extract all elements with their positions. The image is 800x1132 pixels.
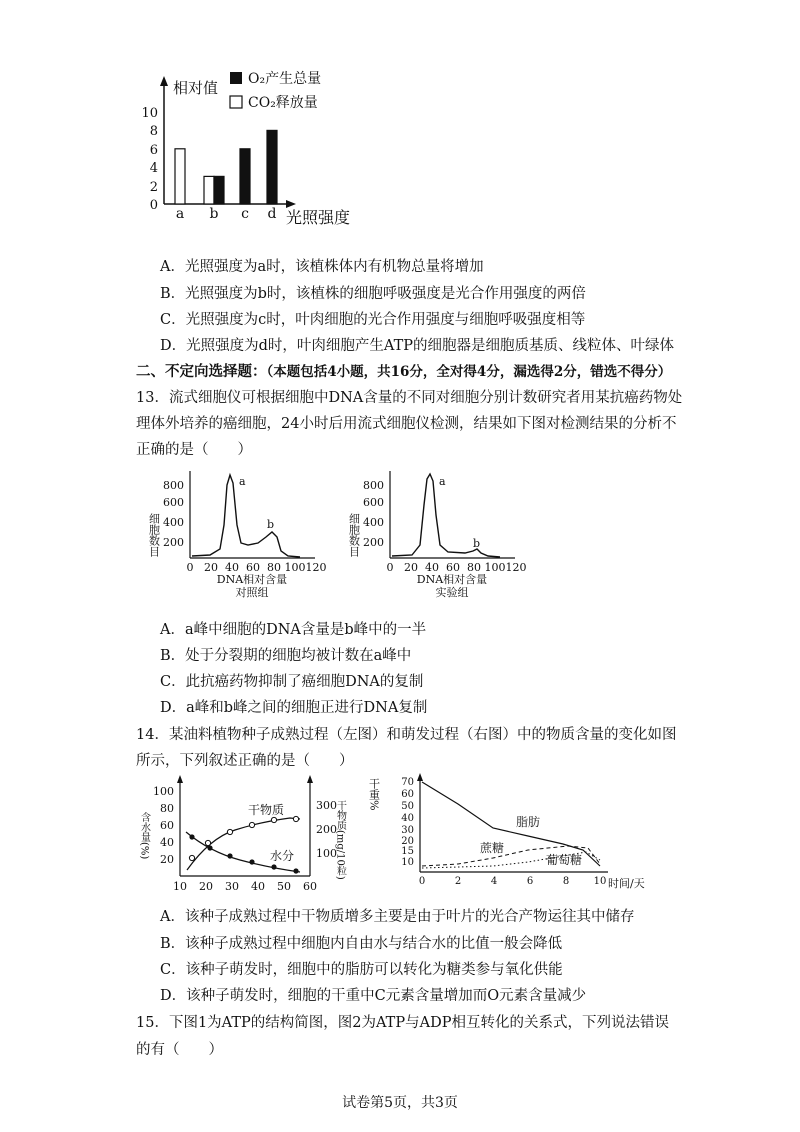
germ-y-tick: 30 <box>401 825 414 836</box>
bar-y-tick: 2 <box>149 180 158 195</box>
bar-y-tick: 6 <box>149 143 158 158</box>
germ-y-tick: 50 <box>401 801 414 812</box>
flow-exp-y-tick: 400 <box>363 516 384 529</box>
q13-text-line: 理体外培养的癌细胞，24小时后用流式细胞仪检测，结果如下图对检测结果的分析不 <box>136 416 677 432</box>
mat-right-tick: 200 <box>316 823 337 836</box>
bar-y-arrow <box>160 76 168 86</box>
germ-x-tick: 8 <box>562 876 570 887</box>
germ-x-tick: 0 <box>418 876 426 887</box>
mat-dry-label: 干物质 <box>248 803 285 817</box>
q13-option-a: A．a峰中细胞的DNA含量是b峰中的一半 <box>160 622 427 638</box>
bar-x-arrow <box>286 200 296 208</box>
flow-control-x-tick: 60 <box>246 561 260 574</box>
germ-y-arrow <box>417 773 423 781</box>
legend-label-co2: CO₂释放量 <box>248 95 318 111</box>
germ-y-tick: 40 <box>401 813 414 824</box>
germ-y-tick: 15 <box>401 846 414 857</box>
seed-maturation-chart <box>130 770 350 900</box>
mat-x-tick: 20 <box>199 880 213 893</box>
flow-exp-x-tick: 120 <box>505 561 527 574</box>
mat-right-label: 干物质(mg/10粒) <box>334 800 346 880</box>
germ-y-tick: 20 <box>401 836 414 847</box>
mat-dry-point <box>189 855 194 860</box>
flow-control-subtitle: 对照组 <box>235 586 269 599</box>
mat-dry-point <box>271 817 276 822</box>
bar-category-label: d <box>267 206 277 222</box>
germ-y-tick: 10 <box>401 857 414 868</box>
germ-x-tick: 6 <box>526 876 534 887</box>
germ-x-tick: 4 <box>490 876 498 887</box>
flow-exp-y-label: 细胞数目 <box>347 513 361 557</box>
q14-option-d: D．该种子萌发时，细胞的干重中C元素含量增加而O元素含量减少 <box>160 988 587 1004</box>
mat-x-tick: 30 <box>225 880 239 893</box>
q14-option-b: B．该种子成熟过程中细胞内自由水与结合水的比值一般会降低 <box>160 936 563 952</box>
q14-text-line: 所示，下列叙述正确的是（ ） <box>136 753 354 769</box>
flow-chart-control <box>140 465 330 605</box>
legend-swatch-co2 <box>230 96 242 108</box>
bar-category-label: b <box>209 206 219 222</box>
bar-o2-c <box>240 149 250 204</box>
flow-control-x-tick: 40 <box>225 561 239 574</box>
germ-fat-label: 脂肪 <box>516 815 541 829</box>
mat-x-tick: 10 <box>173 880 187 893</box>
flow-control-x-tick: 20 <box>204 561 218 574</box>
mat-dry-point <box>205 840 210 845</box>
germ-y-tick: 60 <box>401 789 414 800</box>
flow-control-curve <box>192 475 300 557</box>
flow-exp-x-tick: 100 <box>484 561 506 574</box>
germ-glucose-label: 葡萄糖 <box>546 853 583 867</box>
flow-control-x-tick: 120 <box>305 561 327 574</box>
section-2-header <box>136 362 671 382</box>
bar-co2-a <box>175 149 185 204</box>
mat-left-tick: 20 <box>160 853 174 866</box>
flow-exp-x-label: DNA相对含量 <box>416 573 488 586</box>
flow-exp-x-tick: 40 <box>425 561 439 574</box>
mat-water-point <box>271 864 276 869</box>
legend-label-o2: O₂产生总量 <box>248 71 322 87</box>
q14-option-a: A．该种子成熟过程中干物质增多主要是由于叶片的光合产物运往其中储存 <box>160 909 635 925</box>
q14-option-c: C．该种子萌发时，细胞中的脂肪可以转化为糖类参与氧化供能 <box>160 962 563 978</box>
flow-control-y-tick: 600 <box>163 496 184 509</box>
q12-option-c: C．光照强度为c时，叶肉细胞的光合作用强度与细胞呼吸强度相等 <box>160 312 586 328</box>
section-2-note: （本题包括4小题，共16分，全对得4分，漏选得2分，错选不得分） <box>266 364 672 380</box>
q15-text-line: 15．下图1为ATP的结构简图，图2为ATP与ADP相互转化的关系式，下列说法错误 <box>136 1015 669 1031</box>
flow-control-peak-a: a <box>239 475 246 488</box>
germ-y-tick: 70 <box>401 777 414 788</box>
legend-swatch-o2 <box>230 72 242 84</box>
bar-y-tick: 10 <box>141 106 158 121</box>
mat-dry-point <box>249 822 254 827</box>
mat-x-tick: 40 <box>251 880 265 893</box>
bar-o2-b <box>214 176 224 204</box>
mat-water-point <box>189 834 194 839</box>
bar-y-tick: 4 <box>149 161 158 176</box>
germ-sucrose-label: 蔗糖 <box>480 841 505 855</box>
flow-control-x-tick: 100 <box>284 561 306 574</box>
bar-category-label: c <box>241 206 249 222</box>
flow-exp-x-tick: 60 <box>446 561 460 574</box>
mat-water-label: 水分 <box>270 849 295 863</box>
section-2-title: 二、不定向选择题： <box>136 363 267 380</box>
flow-control-y-tick: 800 <box>163 479 184 492</box>
mat-x-tick: 50 <box>277 880 291 893</box>
bar-chart <box>140 60 370 240</box>
flow-control-x-label: DNA相对含量 <box>216 573 288 586</box>
bar-x-label: 光照强度 <box>286 208 351 227</box>
mat-water-point <box>293 868 298 873</box>
flow-exp-peak-a: a <box>439 475 446 488</box>
germ-x-tick: 10 <box>593 876 607 887</box>
bar-y-tick: 8 <box>149 124 158 139</box>
germ-y-label: 干重% <box>368 778 381 811</box>
bar-o2-d <box>267 130 277 204</box>
flow-control-peak-b: b <box>267 518 275 531</box>
flow-exp-curve <box>392 474 500 557</box>
q13-option-c: C．此抗癌药物抑制了癌细胞DNA的复制 <box>160 674 424 690</box>
seed-germination-chart <box>368 768 648 898</box>
q12-option-d: D．光照强度为d时，叶肉细胞产生ATP的细胞器是细胞质基质、线粒体、叶绿体 <box>160 338 675 354</box>
mat-water-point <box>207 845 212 850</box>
flow-exp-peak-b: b <box>473 537 481 550</box>
mat-water-point <box>227 853 232 858</box>
mat-left-tick: 80 <box>160 802 174 815</box>
mat-left-tick: 60 <box>160 819 174 832</box>
germ-x-tick: 2 <box>454 876 462 887</box>
q13-option-d: D．a峰和b峰之间的细胞正进行DNA复制 <box>160 700 428 716</box>
bar-y-label: 相对值 <box>173 79 219 97</box>
bar-category-label: a <box>175 206 185 222</box>
flow-exp-x-tick: 20 <box>404 561 418 574</box>
q12-option-b: B．光照强度为b时，该植株的细胞呼吸强度是光合作用强度的两倍 <box>160 286 586 302</box>
flow-exp-x-tick: 0 <box>386 561 394 574</box>
mat-dry-point <box>227 829 232 834</box>
mat-left-tick: 40 <box>160 836 174 849</box>
flow-control-x-tick: 0 <box>186 561 194 574</box>
mat-right-tick: 100 <box>316 847 337 860</box>
q12-option-a: A．光照强度为a时，该植株体内有机物总量将增加 <box>160 259 484 275</box>
flow-chart-experiment <box>340 465 530 605</box>
q15-text-line: 的有（ ） <box>136 1042 223 1058</box>
flow-control-x-tick: 80 <box>267 561 281 574</box>
flow-exp-x-tick: 80 <box>467 561 481 574</box>
mat-right-tick: 300 <box>316 799 337 812</box>
mat-x-tick: 60 <box>303 880 317 893</box>
page-footer: 试卷第5页，共3页 <box>342 1095 458 1111</box>
flow-exp-y-tick: 800 <box>363 479 384 492</box>
germ-x-label: 时间/天 <box>608 877 645 890</box>
mat-water-point <box>249 859 254 864</box>
mat-left-tick: 100 <box>153 785 174 798</box>
q14-text-line: 14．某油料植物种子成熟过程（左图）和萌发过程（右图）中的物质含量的变化如图 <box>136 727 677 743</box>
mat-left-arrow <box>177 775 183 783</box>
q13-text-line: 13．流式细胞仪可根据细胞中DNA含量的不同对细胞分别计数研究者用某抗癌药物处 <box>136 390 683 406</box>
flow-control-y-tick: 400 <box>163 516 184 529</box>
flow-control-y-label: 细胞数目 <box>147 513 161 557</box>
flow-control-y-tick: 200 <box>163 536 184 549</box>
flow-exp-y-tick: 200 <box>363 536 384 549</box>
q13-text-line: 正确的是（ ） <box>136 442 252 458</box>
flow-exp-y-tick: 600 <box>363 496 384 509</box>
bar-y-tick: 0 <box>149 198 158 213</box>
mat-dry-point <box>293 816 298 821</box>
mat-left-label: 含水量(%) <box>138 812 150 860</box>
flow-exp-subtitle: 实验组 <box>435 586 469 599</box>
bar-co2-b <box>204 176 214 204</box>
q13-option-b: B．处于分裂期的细胞均被计数在a峰中 <box>160 648 412 664</box>
mat-right-arrow <box>307 775 313 783</box>
